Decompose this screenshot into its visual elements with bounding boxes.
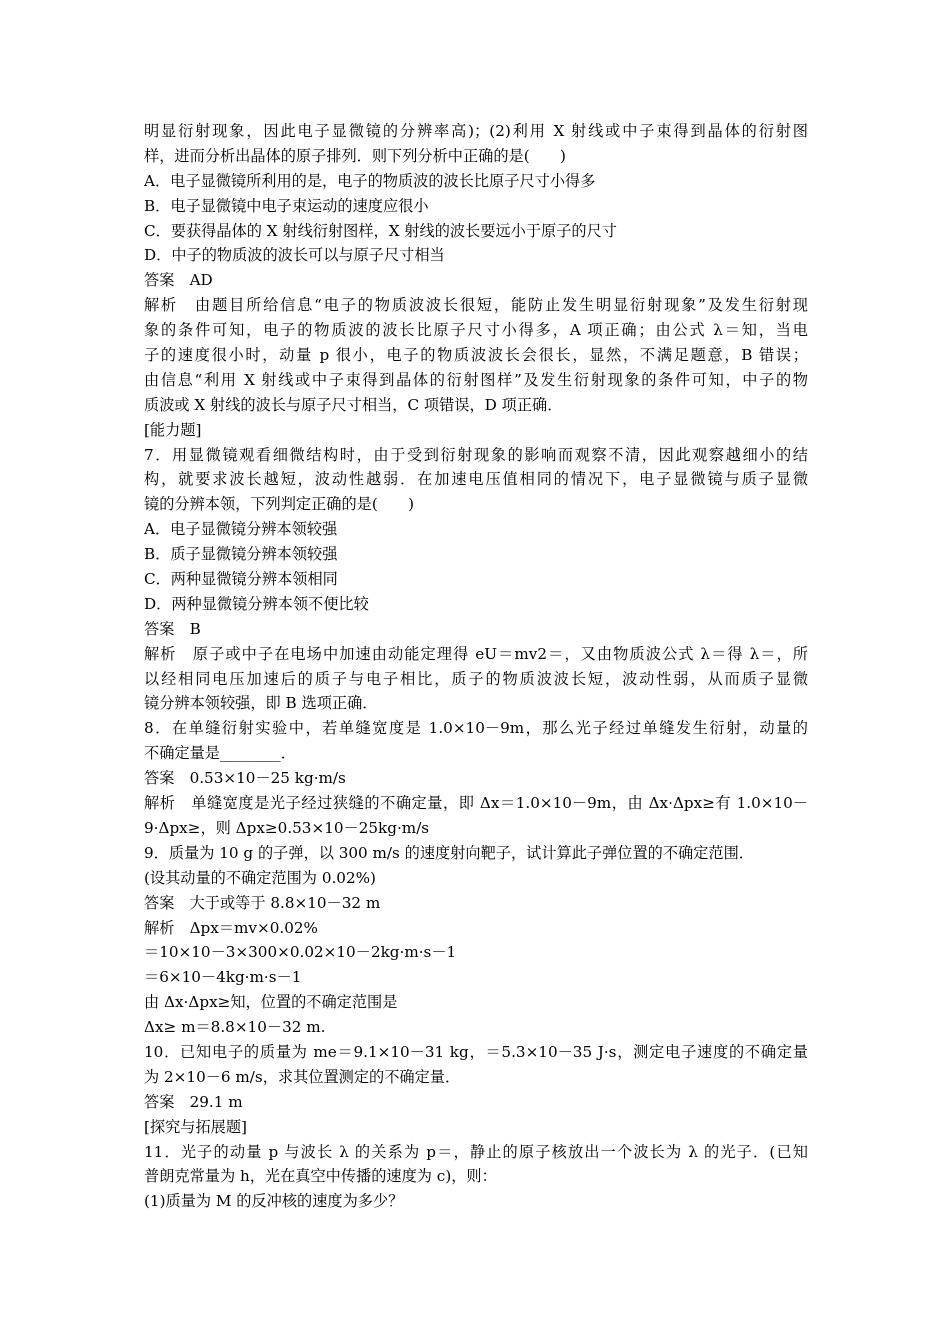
text-line: (1)质量为 M 的反冲核的速度为多少？	[144, 1192, 404, 1211]
text-line: D．中子的物质波的波长可以与原子尺寸相当	[144, 246, 445, 265]
text-line: (设其动量的不确定范围为 0.02%)	[144, 868, 376, 887]
text-line: 解析 单缝宽度是光子经过狭缝的不确定量，即 Δx＝1.0×10－9m，由 Δx·Δpx≥有 1.0×10－	[144, 794, 808, 813]
text-line: 10．已知电子的质量为 me＝9.1×10－31 kg，＝5.3×10－35 J·s，测定电子速度的不确定量	[144, 1042, 808, 1061]
document-page	[144, 119, 808, 1214]
text-line: 答案 AD	[144, 271, 213, 290]
text-line: 构，就要求波长越短，波动性越弱．在加速电压值相同的情况下，电子显微镜与质子显微	[144, 470, 808, 489]
text-line: 答案 大于或等于 8.8×10－32 m	[144, 893, 381, 912]
text-line: 答案 29.1 m	[144, 1092, 243, 1111]
text-line: C．要获得晶体的 X 射线衍射图样，X 射线的波长要远小于原子的尺寸	[144, 221, 617, 240]
text-line: [探究与拓展题]	[144, 1117, 247, 1136]
text-line: 象的条件可知，电子的物质波的波长比原子尺寸小得多，A 项正确；由公式 λ＝知，当电	[144, 321, 808, 340]
text-line: 解析 原子或中子在电场中加速由动能定理得 eU＝mv2＝，又由物质波公式 λ＝得 λ＝，所	[144, 644, 808, 663]
text-line: Δx≥ m＝8.8×10－32 m.	[144, 1018, 326, 1037]
text-line: A．电子显微镜所利用的是，电子的物质波的波长比原子尺寸小得多	[144, 171, 596, 190]
text-line: 11．光子的动量 p 与波长 λ 的关系为 p＝，静止的原子核放出一个波长为 λ 的光子．(已知	[144, 1142, 808, 1161]
text-line: 9·Δpx≥，则 Δpx≥0.53×10－25kg·m/s	[144, 818, 430, 837]
text-line: C．两种显微镜分辨本领相同	[144, 570, 338, 589]
text-line: 镜的分辨本领，下列判定正确的是( )	[144, 495, 415, 514]
text-line: ＝10×10－3×300×0.02×10－2kg·m·s－1	[144, 943, 457, 962]
text-line: 以经相同电压加速后的质子与电子相比，质子的物质波波长短，波动性弱，从而质子显微	[144, 669, 808, 688]
text-line: 9．质量为 10 g 的子弹，以 300 m/s 的速度射向靶子，试计算此子弹位置的不确定范围．	[144, 843, 754, 862]
text-line: 为 2×10－6 m/s，求其位置测定的不确定量．	[144, 1067, 461, 1086]
text-line: 镜分辨本领较强，即 B 选项正确．	[144, 694, 378, 713]
text-line: 8．在单缝衍射实验中，若单缝宽度是 1.0×10－9m，那么光子经过单缝发生衍射，动量的	[144, 719, 808, 738]
text-line: 普朗克常量为 h，光在真空中传播的速度为 c)，则：	[144, 1167, 497, 1186]
text-line: 答案 0.53×10－25 kg·m/s	[144, 769, 346, 788]
text-line: 质波或 X 射线的波长与原子尺寸相当，C 项错误，D 项正确．	[144, 395, 563, 414]
text-line: D．两种显微镜分辨本领不便比较	[144, 594, 369, 613]
text-line: B．电子显微镜中电子束运动的速度应很小	[144, 196, 429, 215]
text-line: 7．用显微镜观看细微结构时，由于受到衍射现象的影响而观察不清，因此观察越细小的结	[144, 445, 808, 464]
text-line: 不确定量是________．	[144, 744, 296, 763]
text-line: B．质子显微镜分辨本领较强	[144, 545, 338, 564]
text-line: 样，进而分析出晶体的原子排列．则下列分析中正确的是( )	[144, 146, 566, 165]
text-line: 由 Δx·Δpx≥知，位置的不确定范围是	[144, 993, 398, 1012]
text-line: 由信息“利用 X 射线或中子束得到晶体的衍射图样”及发生衍射现象的条件可知，中子的物	[144, 370, 808, 389]
text-line: 解析 Δpx＝mv×0.02%	[144, 918, 318, 937]
text-line: A．电子显微镜分辨本领较强	[144, 520, 338, 539]
text-line: [能力题]	[144, 420, 202, 439]
text-line: 子的速度很小时，动量 p 很小，电子的物质波波长会很长，显然，不满足题意，B 错误；	[144, 346, 808, 365]
text-line: 答案 B	[144, 619, 201, 638]
text-line: 解析 由题目所给信息“电子的物质波波长很短，能防止发生明显衍射现象”及发生衍射现	[144, 296, 808, 315]
text-line: ＝6×10－4kg·m·s－1	[144, 968, 302, 987]
text-line: 明显衍射现象，因此电子显微镜的分辨率高)；(2)利用 X 射线或中子束得到晶体的衍射图	[144, 122, 808, 140]
